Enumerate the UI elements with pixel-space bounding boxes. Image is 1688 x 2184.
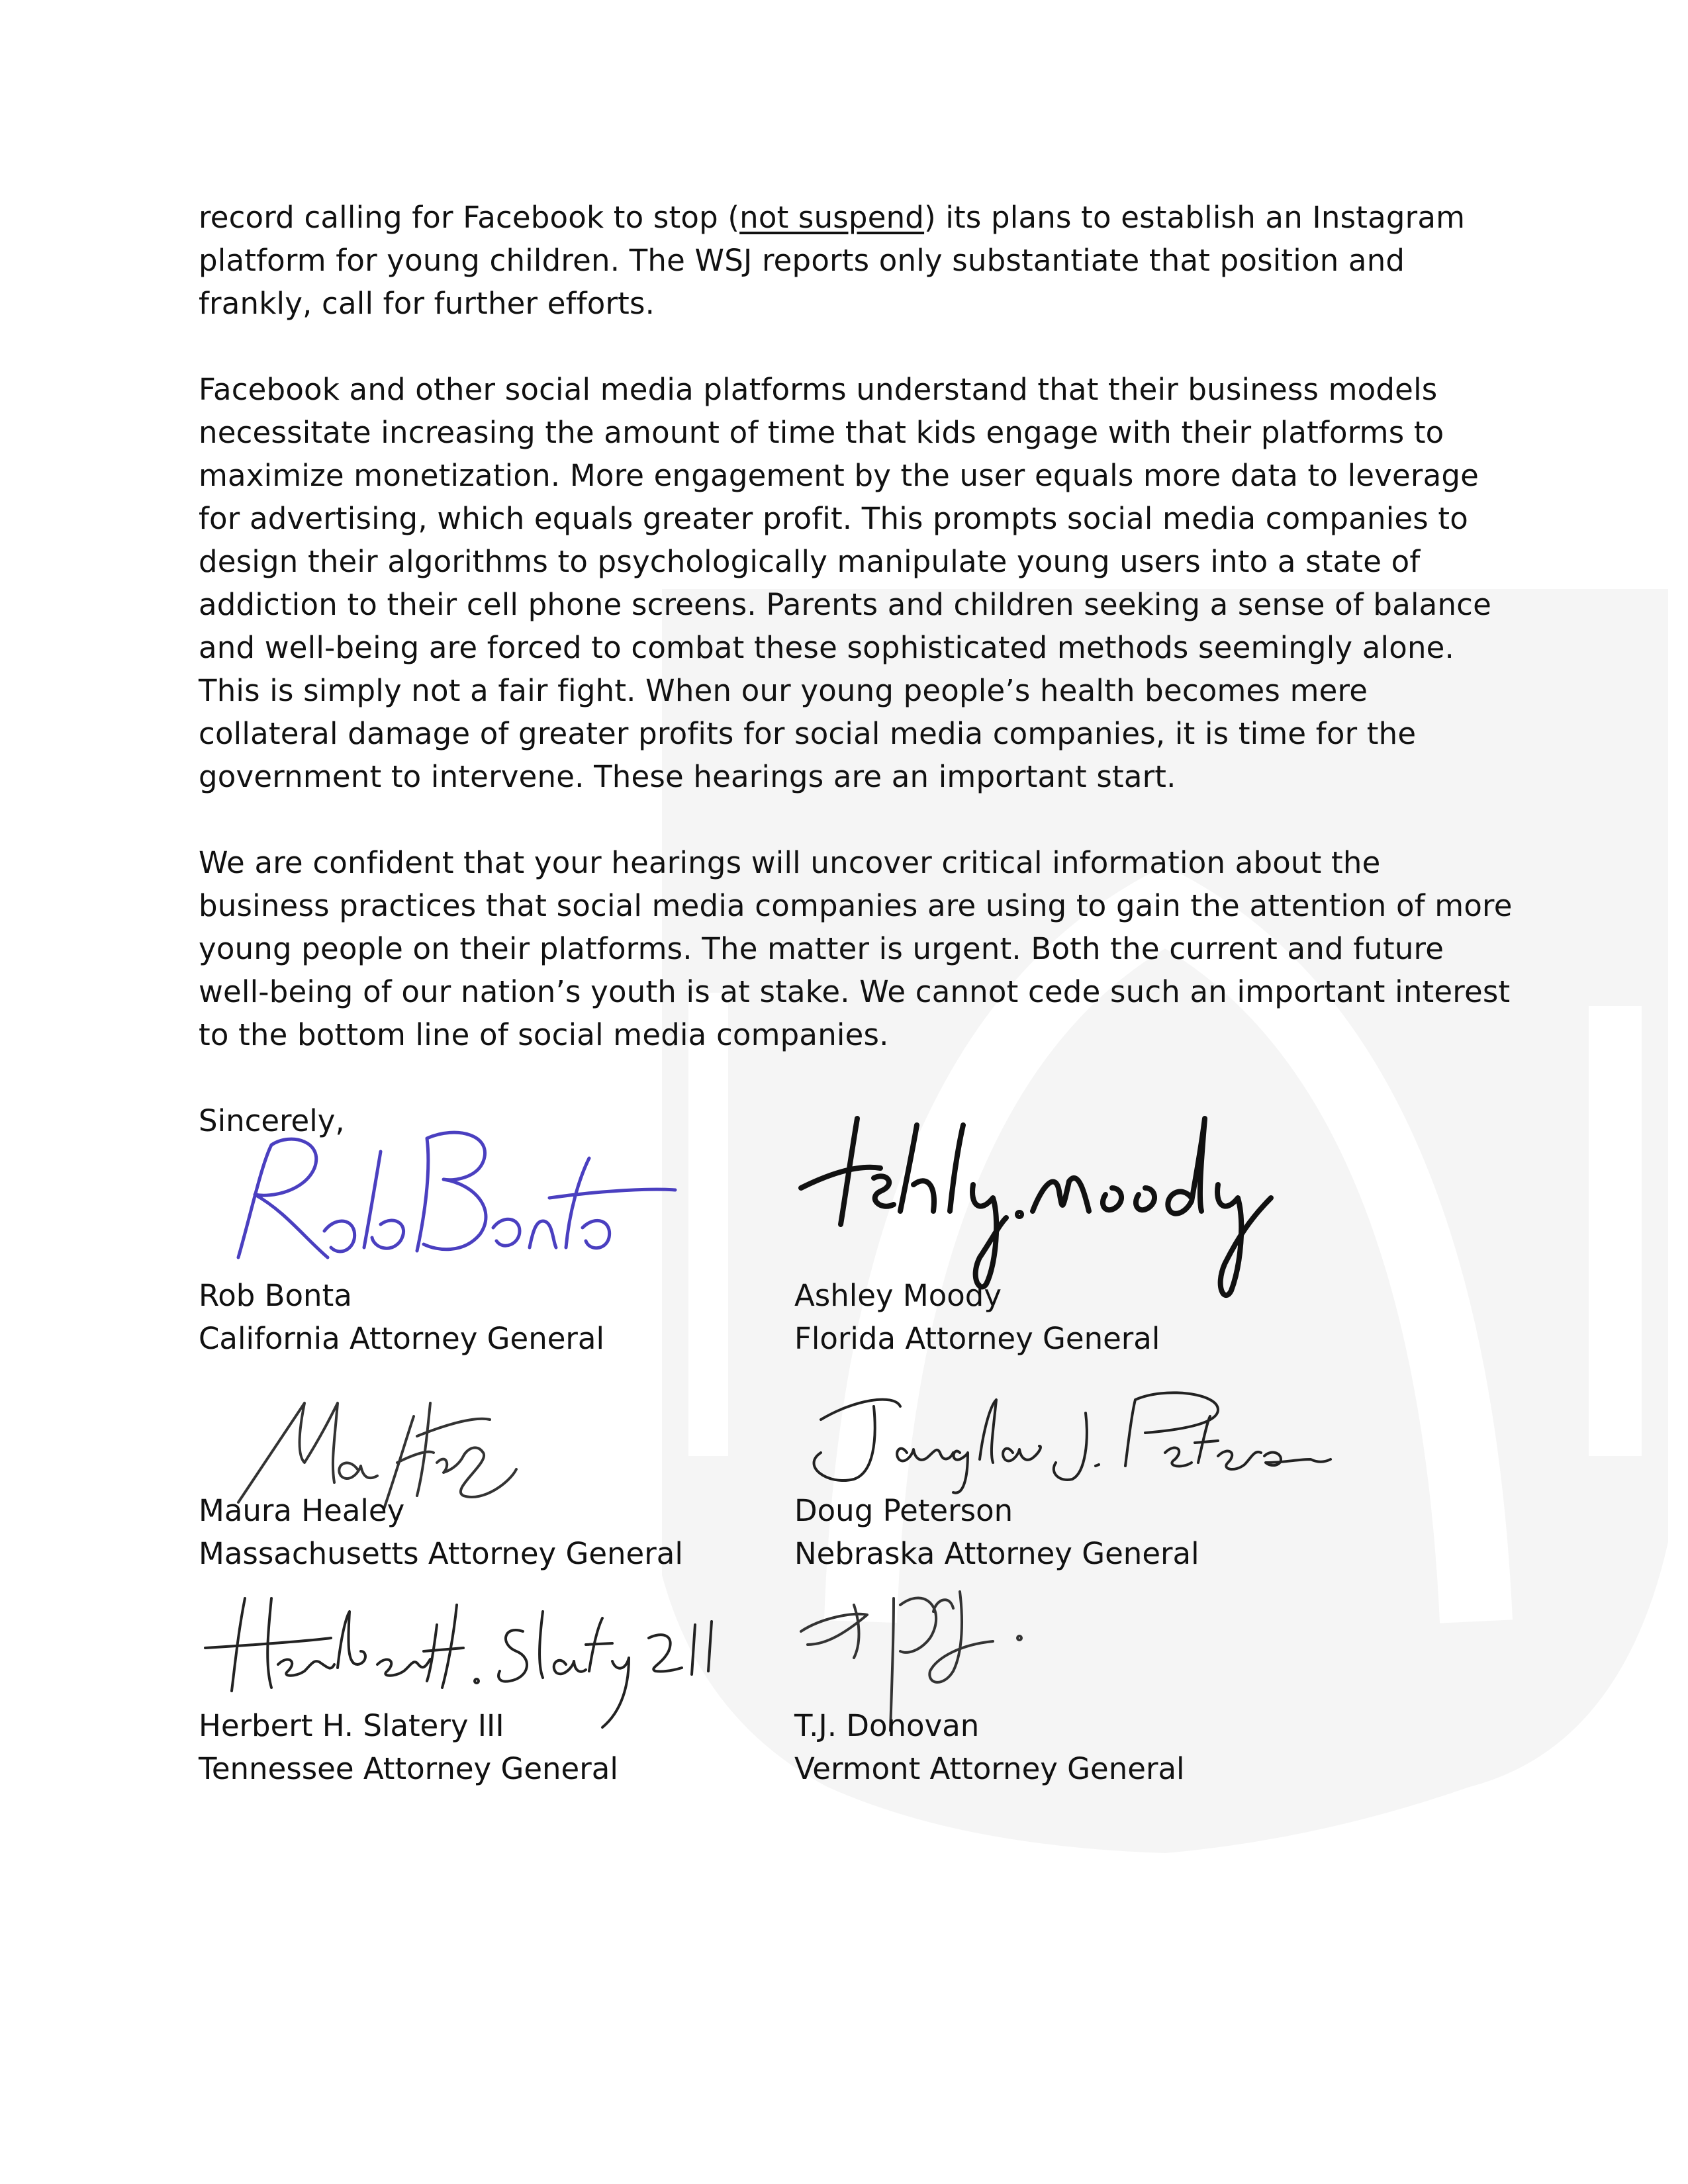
signature-peterson (794, 1380, 1337, 1499)
underlined-phrase: not suspend (739, 200, 925, 235)
signature-bonta (199, 1105, 662, 1284)
signatory-name: Doug Peterson (794, 1493, 1013, 1528)
signatory-block-donovan (794, 1704, 1390, 1797)
paragraph-2: Facebook and other social media platforms understand that their business models necessitate increasing the amount of time that kids engage with their platforms to maximize monetization. More engagement by the user equals more data to leverage for advertising, which equals greater profit. This prompts social media companies to design their algorithms to psychologically manipulate young users into a state of addiction to their cell phone screens. Parents and children seeking a sense of balance and well-being are forced to combat these sophisticated methods seemingly alone. This is simply not a fair fight. When our young people’s health becomes mere collateral damage of greater profits for social media companies, it is time for the government to intervene. These hearings are an important start. (199, 372, 1491, 794)
signatory-name: Ashley Moody (794, 1278, 1002, 1313)
paragraph-3: We are confident that your hearings will uncover critical information about the business practices that social media companies are using to gain the attention of more young people on their platforms. The matter is urgent. Both the current and future well-being of our nation’s youth is at stake. We cannot cede such an important interest to the bottom line of social media companies. (199, 845, 1513, 1052)
signatory-name: Rob Bonta (199, 1278, 352, 1313)
signatory-name: T.J. Donovan (794, 1708, 980, 1743)
signatory-title: Florida Attorney General (794, 1321, 1160, 1356)
signatory-block-bonta (199, 1274, 728, 1367)
signatory-title: Vermont Attorney General (794, 1751, 1185, 1786)
signatory-block-healey (199, 1489, 794, 1582)
letter-body (199, 196, 1516, 1142)
signatory-block-moody (794, 1274, 1390, 1367)
signatory-block-slatery (199, 1704, 794, 1797)
paragraph-1-text-end: ) its plans to establish an Instagram platform for young children. The WSJ reports only substantiate that position and frankly, call for further efforts. (199, 200, 1466, 321)
watermark-pillar (1589, 1006, 1642, 1456)
paragraph-1-text-start: record calling for Facebook to stop ( (199, 200, 740, 235)
signatory-title: Nebraska Attorney General (794, 1536, 1199, 1571)
signatory-block-peterson (794, 1489, 1390, 1582)
signatory-title: Tennessee Attorney General (199, 1751, 618, 1786)
signatory-name: Herbert H. Slatery III (199, 1708, 504, 1743)
paragraph-1 (199, 196, 1516, 325)
signatory-title: California Attorney General (199, 1321, 604, 1356)
signatory-name: Maura Healey (199, 1493, 405, 1528)
closing-salutation: Sincerely, (199, 1103, 345, 1138)
signatory-title: Massachusetts Attorney General (199, 1536, 683, 1571)
